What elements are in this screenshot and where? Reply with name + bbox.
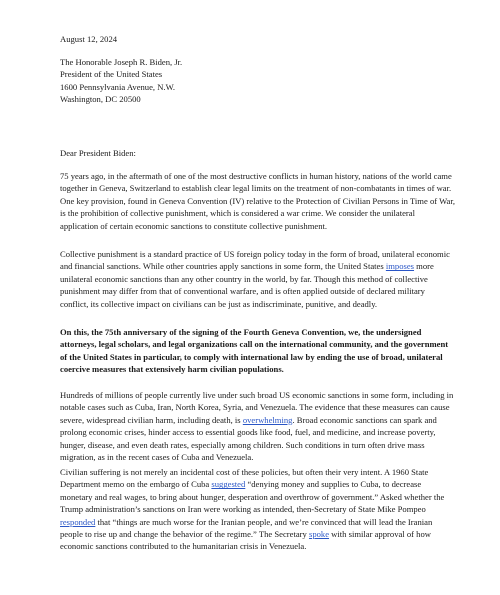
paragraph-5-text-a: Civilian suffering is not merely an incidental cost of these policies, but often their very intent. A 1960 State Department memo on the embargo of Cuba <box>60 467 429 490</box>
paragraph-5-text-c: that “things are much worse for the Iranian people, and we’re convinced that will lead the Iranian people to rise up and change the behavior of the regime.” The Secretary <box>60 516 433 540</box>
paragraph-5-text-b: “denying money and supplies to Cuba, to decrease monetary and real wages, to bring about hunger, desperation and overthrow of government.” Asked whether the Trump administration’s sanctions on Iran were working as intended, then-Secretary of State Mike Pompeo <box>60 479 445 515</box>
paragraph-5 <box>60 466 455 553</box>
salutation <box>60 147 455 159</box>
recipient-address <box>60 56 455 106</box>
address-line-3: 1600 Pennsylvania Avenue, N.W. <box>60 81 176 92</box>
paragraph-5-text-d: with similar approval of how economic sanctions contributed to the humanitarian crisis in Venezuela. <box>60 529 431 552</box>
imposes-link[interactable]: imposes <box>385 261 415 272</box>
spoke-link[interactable]: spoke <box>308 529 330 540</box>
paragraph-2-text <box>60 248 455 310</box>
paragraph-3-text: On this, the 75th anniversary of the signing of the Fourth Geneva Convention, we, the undersigned attorneys, legal scholars, and legal organizations call on the international community, and the government of the United States in particular, to comply with international law by ending the use of broad, unilateral coercive measures that extensively harm civilian populations. <box>60 327 449 375</box>
paragraph-1-text: 75 years ago, in the aftermath of one of the most destructive conflicts in human history, nations of the world came together in Geneva, Switzerland to establish clear legal limits on the treatment of non-combatants in times of war. One key provision, found in Geneva Convention (IV) relative to the Protection of Civilian Persons in Time of War, is the prohibition of collective punishment, which is considered a war crime. We consider the unilateral application of certain economic sanctions to constitute collective punishment. <box>60 171 456 231</box>
responded-link[interactable]: responded <box>60 516 96 527</box>
paragraph-4-text-a: Hundreds of millions of people currently live under such broad US economic sanctions in some form, including in notable cases such as Cuba, Iran, North Korea, Syria, and Venezuela. The evidence that these measures can cause severe, widespread civilian harm, including death, is <box>60 390 454 425</box>
paragraph-4-text-b: . Broad economic sanctions can spark and prolong economic crises, hinder access to essential goods like food, fuel, and medicine, and increase poverty, hunger, disease, and even death rates, especially among children. Such conditions in turn often drive mass migration, as in the recent cases of Cuba and Venezuela. <box>60 414 437 463</box>
address-line-4: Washington, DC 20500 <box>60 94 141 105</box>
paragraph-3-bold <box>60 326 455 376</box>
date-text: August 12, 2024 <box>60 34 118 44</box>
paragraph-4-text <box>60 389 455 463</box>
address-line-2: President of the United States <box>60 69 163 80</box>
overwhelming-link[interactable]: overwhelming <box>242 414 293 425</box>
suggested-link[interactable]: suggested <box>211 479 246 490</box>
paragraph-4 <box>60 389 455 463</box>
paragraph-2-text-b: more unilateral economic sanctions than any other country in the world, by far. Though this method of collective punishment may differ from that of conventional warfare, and is often applied outside of declared military conflict, its collective impact on civilians can be just as indiscriminate, punitive, and deadly. <box>60 261 434 309</box>
paragraph-5-text <box>60 466 455 553</box>
letter-date <box>60 33 455 45</box>
paragraph-1 <box>60 170 455 232</box>
paragraph-2-text-a: Collective punishment is a standard practice of US foreign policy today in the form of broad, unilateral economic and financial sanctions. While other countries apply sanctions in some form, the United States <box>60 249 450 272</box>
salutation-text: Dear President Biden: <box>60 148 136 158</box>
address-line-1: The Honorable Joseph R. Biden, Jr. <box>60 57 183 67</box>
paragraph-2 <box>60 248 455 310</box>
